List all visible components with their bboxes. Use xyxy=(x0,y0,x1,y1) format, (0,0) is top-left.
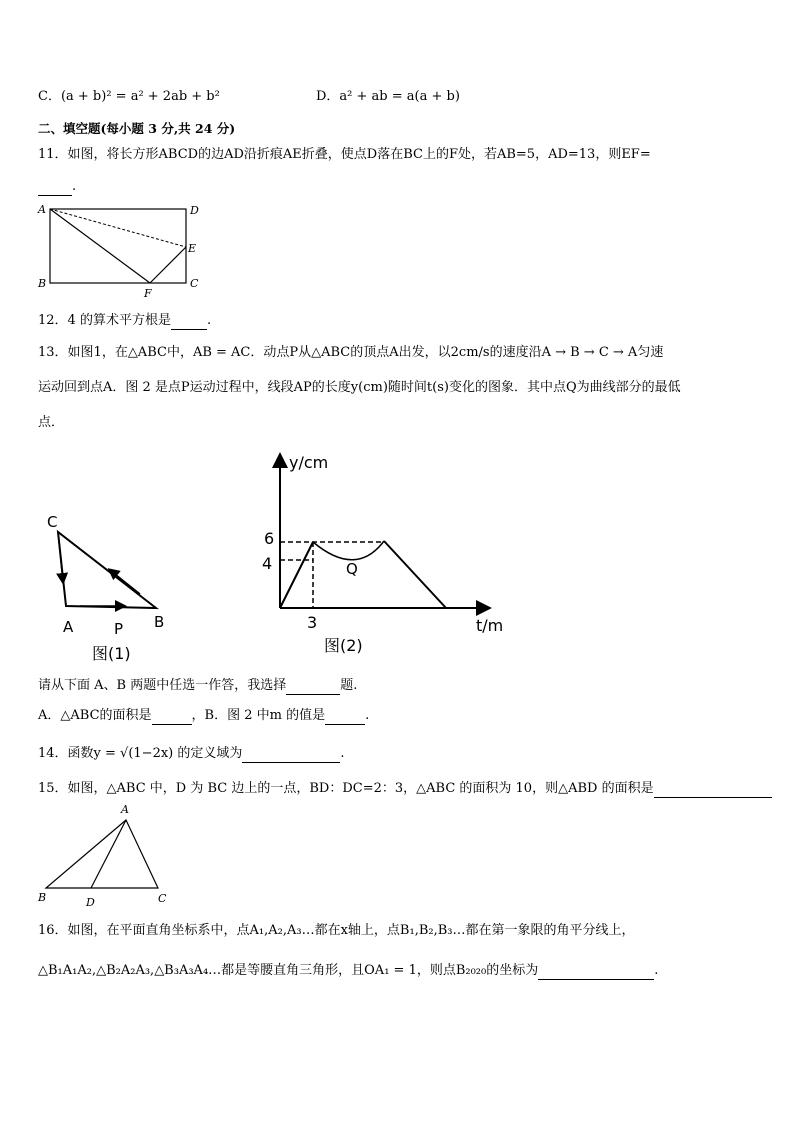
q12-line xyxy=(38,312,211,330)
tick-4: 4 xyxy=(262,554,273,573)
q13-part-a: A．△ABC的面积是 xyxy=(38,708,152,723)
q16-answer-blank[interactable] xyxy=(538,965,654,980)
q13-choose-end: 题. xyxy=(340,678,358,693)
q12-end: . xyxy=(206,313,212,328)
q15-answer-blank[interactable] xyxy=(654,783,772,798)
q14-text: 14．函数y = √(1−2x) 的定义域为 xyxy=(38,746,243,761)
q16-line1: 16．如图，在平面直角坐标系中，点A₁,A₂,A₃…都在x轴上，点B₁,B₂,B₃…都在第一象限的角平分线上， xyxy=(38,923,635,938)
q13-figure1 xyxy=(40,510,190,670)
q13-parts-line xyxy=(38,707,369,725)
q16-end: . xyxy=(654,963,659,978)
q16-line2-wrap xyxy=(38,962,658,980)
option-c: C．(a + b)² = a² + 2ab + b² xyxy=(38,89,220,104)
q13-part-a-blank[interactable] xyxy=(152,710,192,725)
curve-segment-q xyxy=(313,541,384,560)
tick-3: 3 xyxy=(307,613,318,632)
q13-choose-blank[interactable] xyxy=(286,680,340,695)
line-af xyxy=(50,209,150,283)
segment-ad xyxy=(91,820,126,888)
q15-label-c: C xyxy=(158,892,167,905)
q15-label-a: A xyxy=(121,803,129,816)
label-e: E xyxy=(188,242,197,255)
option-d: D．a² + ab = a(a + b) xyxy=(316,89,460,104)
point-q-label: Q xyxy=(346,560,358,578)
q13-part-b: ，B．图 2 中m 的值是 xyxy=(191,708,326,723)
q14-end: . xyxy=(340,746,345,761)
q13-part-b-blank[interactable] xyxy=(325,710,365,725)
q11-answer-blank[interactable] xyxy=(38,181,72,196)
q16-line2: △B₁A₁A₂,△B₂A₂A₃,△B₃A₃A₄…都是等腰直角三角形，且OA₁ = 1，则点B₂₀₂₀的坐标为 xyxy=(38,963,539,978)
q15-text: 15．如图，△ABC 中，D 为 BC 边上的一点，BD：DC=2：3，△ABC 的面积为 10，则△ABD 的面积是 xyxy=(38,781,654,796)
x-axis-label: t/m xyxy=(476,616,504,635)
rectangle-abcd xyxy=(50,209,186,283)
label-f: F xyxy=(144,287,152,300)
q14-answer-blank[interactable] xyxy=(242,748,340,763)
q13-line1: 13．如图1，在△ABC中，AB = AC．动点P从△ABC的顶点A出发，以2cm/s的速度沿A → B → C → A匀速 xyxy=(38,345,664,360)
triangle-abc xyxy=(46,820,158,888)
label-c: C xyxy=(190,277,199,290)
line-fe xyxy=(150,247,186,283)
fig1-label-a: A xyxy=(63,618,74,636)
label-b: B xyxy=(38,277,47,290)
y-axis-label: y/cm xyxy=(289,453,329,472)
q12-answer-blank[interactable] xyxy=(171,315,207,330)
q13-figure2 xyxy=(256,448,516,658)
q13-choose-line xyxy=(38,677,357,695)
q11-answer-line xyxy=(38,178,76,196)
q14-line xyxy=(38,745,345,763)
label-a: A xyxy=(38,203,46,216)
fig1-label-p: P xyxy=(114,620,124,638)
q13-line2: 运动回到点A．图 2 是点P运动过程中，线段AP的长度y(cm)随时间t(s)变化的图象．其中点Q为曲线部分的最低 xyxy=(38,380,681,395)
fig1-label-b: B xyxy=(154,613,165,631)
triangle-abc xyxy=(58,532,156,608)
q13-line3: 点． xyxy=(38,415,65,430)
q13-part-b-end: . xyxy=(365,708,370,723)
arrow-c-to-a xyxy=(59,542,63,582)
fig1-caption: 图(1) xyxy=(92,644,131,663)
fold-line-ae xyxy=(50,209,186,247)
tick-6: 6 xyxy=(264,529,275,548)
q11-text: 11．如图，将长方形ABCD的边AD沿折痕AE折叠，使点D落在BC上的F处，若AB=5，AD=13，则EF= xyxy=(38,147,651,162)
q15-label-d: D xyxy=(86,896,95,909)
q15-line xyxy=(38,780,772,798)
q11-end: . xyxy=(72,179,77,194)
fig1-label-c: C xyxy=(47,513,58,531)
rising-segment xyxy=(280,542,313,608)
section-heading: 二、填空题(每小题 3 分,共 24 分) xyxy=(38,121,236,136)
falling-segment xyxy=(384,541,446,608)
q13-choose-text: 请从下面 A、B 两题中任选一作答，我选择 xyxy=(38,678,287,693)
label-d: D xyxy=(190,204,199,217)
q12-text: 12．4 的算术平方根是 xyxy=(38,313,171,328)
q15-label-b: B xyxy=(38,891,47,904)
q15-figure xyxy=(34,798,204,908)
arrow-b-to-c xyxy=(110,570,140,594)
q11-figure xyxy=(34,200,234,300)
fig2-caption: 图(2) xyxy=(324,636,363,655)
